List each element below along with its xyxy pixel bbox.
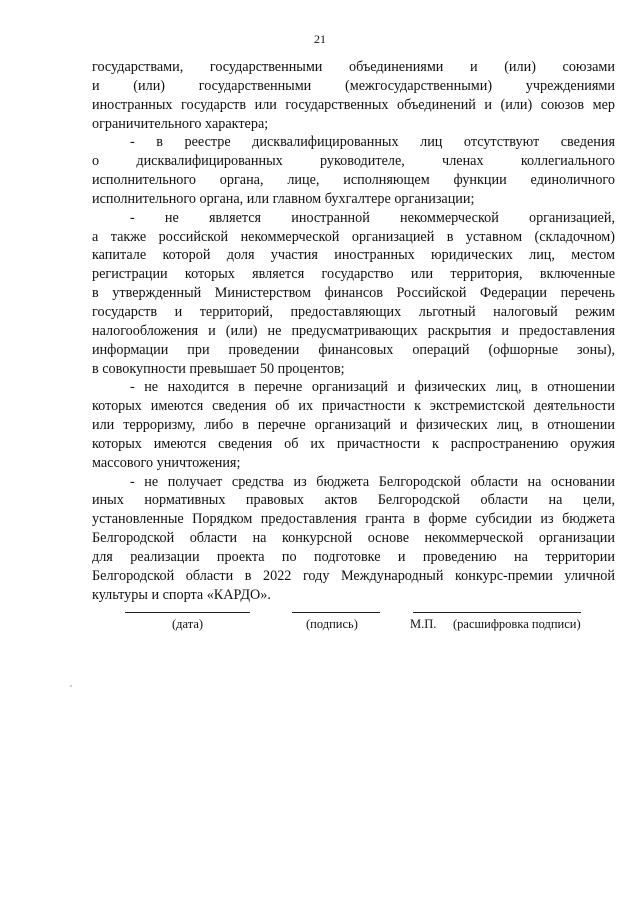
decode-caption: (расшифровка подписи): [453, 617, 581, 631]
text-line: которых имеются сведения об их причастности к экстремистской деятельности: [92, 398, 615, 415]
text-line: регистрации которых является государство или территория, включенные: [92, 266, 615, 283]
document-body: [92, 58, 615, 604]
text-line: массового уничтожения;: [92, 454, 241, 471]
text-line: Белгородской области в 2022 году Международный конкурс-премии уличной: [92, 567, 615, 584]
decode-line: [413, 612, 581, 613]
text-line: информации при проведении финансовых операций (офшорные зоны),: [92, 341, 615, 358]
page-number: 21: [314, 32, 326, 46]
text-line: - не является иностранной некоммерческой организацией,: [130, 209, 615, 226]
text-line: капитале которой доля участия иностранных юридических лиц, местом: [92, 247, 615, 264]
scan-speck: [70, 685, 72, 687]
text-line: в утвержденный Министерством финансов Российской Федерации перечень: [92, 285, 615, 302]
text-line: ограничительного характера;: [92, 115, 269, 132]
signature-line: [292, 612, 380, 613]
text-line: культуры и спорта «КАРДО».: [92, 586, 271, 603]
text-line: - не получает средства из бюджета Белгородской области на основании: [130, 473, 615, 490]
text-line: и (или) государственными (межгосударственными) учреждениями: [92, 77, 615, 94]
signature-caption: (подпись): [306, 617, 358, 631]
text-line: налогообложения и (или) не предусматривающих раскрытия и предоставления: [92, 322, 615, 339]
text-line: которых имеются сведения об их причастности к распространению оружия: [92, 435, 615, 452]
text-line: а также российской некоммерческой организацией в уставном (складочном): [92, 228, 615, 245]
text-line: государствами, государственными объединениями и (или) союзами: [92, 59, 615, 75]
text-line: исполнительного органа, лице, исполняющем функции единоличного: [92, 172, 615, 189]
text-line: установленные Порядком предоставления гранта в форме субсидии из бюджета: [92, 511, 615, 528]
stamp-caption: М.П.: [410, 617, 437, 631]
text-line: Белгородской области на конкурсной основе некоммерческой организации: [92, 530, 615, 547]
text-line: для реализации проекта по подготовке и проведению на территории: [92, 548, 615, 565]
text-line: в совокупности превышает 50 процентов;: [92, 360, 345, 377]
date-line: [125, 612, 250, 613]
text-line: - не находится в перечне организаций и физических лиц, в отношении: [130, 379, 615, 396]
text-line: - в реестре дисквалифицированных лиц отсутствуют сведения: [130, 134, 615, 151]
text-line: иностранных государств или государственных объединений и (или) союзов мер: [92, 96, 615, 113]
text-line: о дисквалифицированных руководителе, членах коллегиального: [92, 153, 615, 170]
text-line: исполнительного органа, или главном бухгалтере организации;: [92, 190, 475, 207]
date-caption: (дата): [172, 617, 204, 631]
text-line: государств и территорий, предоставляющих льготный налоговый режим: [92, 303, 615, 320]
text-line: иных нормативных правовых актов Белгородской области на цели,: [92, 492, 615, 509]
text-line: или терроризму, либо в перечне организаций и физических лиц, в отношении: [92, 417, 615, 434]
